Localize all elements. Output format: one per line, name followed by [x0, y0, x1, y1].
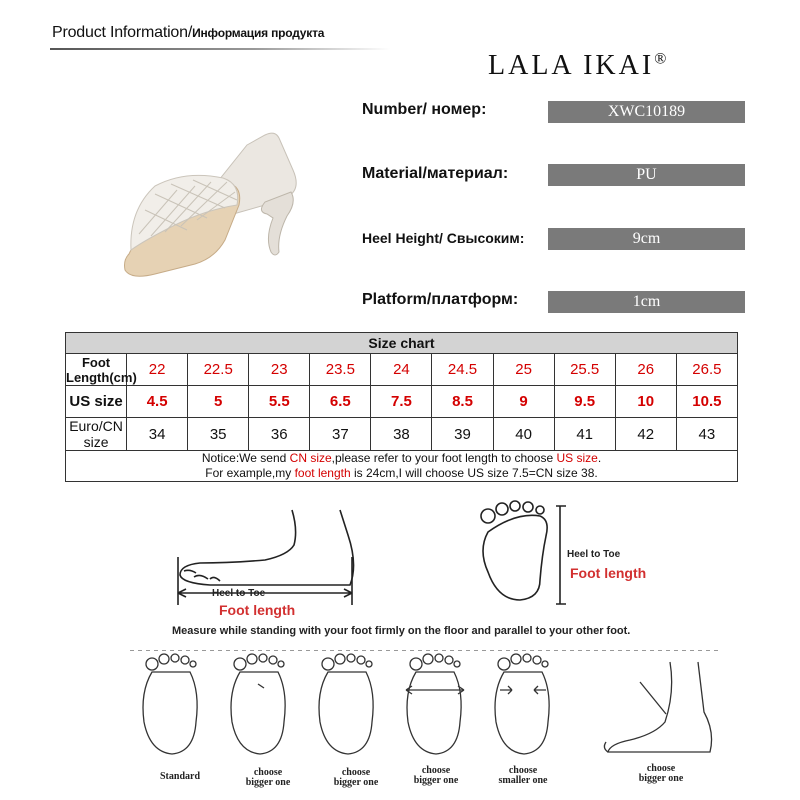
table-cell: 22: [127, 354, 188, 386]
header-underline: [50, 48, 390, 50]
caption-line: Standard: [159, 771, 200, 782]
table-row-foot-length: [66, 354, 738, 386]
notice-text: is 24cm,I will choose US size 7.5=CN size 38.: [350, 466, 598, 480]
table-cell: 37: [310, 418, 371, 451]
notice-text: .: [597, 451, 602, 465]
table-cell: 23.5: [310, 354, 371, 386]
table-cell: 4.5: [127, 386, 188, 418]
caption-line: bigger one: [245, 777, 291, 788]
caption-line: choose: [508, 765, 538, 776]
table-cell: 35: [188, 418, 249, 451]
notice-highlight: CN size: [289, 451, 332, 465]
heel-to-toe-label-2: Heel to Toe: [567, 549, 621, 560]
table-cell: 8.5: [432, 386, 493, 418]
foot-type-caption: [228, 768, 308, 788]
table-cell: 7.5: [371, 386, 432, 418]
caption-line: bigger one: [333, 777, 379, 788]
table-cell: 43: [676, 418, 737, 451]
foot-type-caption: [616, 764, 706, 784]
caption-line: bigger one: [638, 773, 684, 784]
notice-highlight: foot length: [294, 466, 351, 480]
measure-instruction: Measure while standing with your foot firmly on the floor and parallel to your other foot.: [172, 625, 631, 637]
page-title: [52, 24, 324, 42]
brand-name: LALA IKAI: [488, 50, 655, 81]
table-row-us-size: [66, 386, 738, 418]
registered-mark: ®: [654, 50, 667, 68]
row-label-us-size: US size: [66, 386, 127, 418]
table-cell: 6.5: [310, 386, 371, 418]
table-cell: 25.5: [554, 354, 615, 386]
table-cell: 38: [371, 418, 432, 451]
notice-text: Notice:We send: [201, 451, 290, 465]
caption-line: bigger one: [413, 775, 459, 786]
row-label-foot-length: Foot Length(cm): [66, 354, 137, 385]
title-en: Product Information/: [52, 24, 193, 41]
table-cell: 34: [127, 418, 188, 451]
caption-line: choose: [253, 767, 283, 778]
table-cell: 9.5: [554, 386, 615, 418]
table-cell: 5.5: [249, 386, 310, 418]
notice-highlight: US size: [556, 451, 598, 465]
spec-label-number: Number/ номер:: [362, 101, 487, 118]
foot-type-caption: [316, 768, 396, 788]
foot-type-caption: [396, 766, 476, 786]
caption-line: choose: [341, 767, 371, 778]
table-row-euro-size: [66, 418, 738, 451]
size-chart-table: [65, 332, 738, 482]
table-cell: 9: [493, 386, 554, 418]
table-cell: 23: [249, 354, 310, 386]
size-chart-title: Size chart: [66, 333, 738, 354]
spec-label-material: Material/материал:: [362, 165, 509, 182]
table-cell: 26.5: [676, 354, 737, 386]
foot-instep-icon: [604, 662, 711, 752]
table-cell: 42: [615, 418, 676, 451]
spec-value-material: PU: [548, 164, 745, 186]
size-notice: [66, 451, 738, 482]
table-cell: 41: [554, 418, 615, 451]
table-cell: 10.5: [676, 386, 737, 418]
table-cell: 24.5: [432, 354, 493, 386]
brand-logo: [488, 50, 666, 82]
foot-arrows-wide-icon: [406, 654, 464, 754]
table-cell: 22.5: [188, 354, 249, 386]
table-cell: 39: [432, 418, 493, 451]
row-label-euro-size: Euro/CN size: [66, 418, 127, 451]
product-image-sandal: [115, 130, 315, 280]
table-cell: 24: [371, 354, 432, 386]
foot-length-label-1: Foot length: [219, 602, 296, 618]
notice-text: ,please refer to your foot length to choose: [331, 451, 557, 465]
dashed-divider: [130, 650, 720, 651]
foot-type-caption: [140, 772, 220, 782]
foot-standard-icon: [143, 654, 197, 754]
spec-value-platform: 1cm: [548, 291, 745, 313]
table-cell: 25: [493, 354, 554, 386]
foot-wide-icon: [231, 654, 285, 754]
spec-label-heel-height: Heel Height/ Свысоким:: [362, 230, 525, 246]
foot-arrows-narrow-icon: [495, 654, 549, 754]
table-cell: 40: [493, 418, 554, 451]
notice-text: For example,my: [205, 466, 295, 480]
foot-high-arch-icon: [319, 654, 373, 754]
spec-value-heel-height: 9cm: [548, 228, 745, 250]
heel-to-toe-label-1: Heel to Toe: [212, 588, 266, 599]
table-cell: 36: [249, 418, 310, 451]
foot-type-caption: [478, 766, 568, 786]
table-cell: 26: [615, 354, 676, 386]
spec-label-platform: Platform/платформ:: [362, 291, 519, 308]
foot-length-label-2: Foot length: [570, 565, 647, 581]
spec-value-number: XWC10189: [548, 101, 745, 123]
caption-line: choose: [421, 765, 451, 776]
foot-types-illustration: [130, 652, 720, 762]
caption-line: smaller one: [498, 775, 548, 786]
table-cell: 10: [615, 386, 676, 418]
table-cell: 5: [188, 386, 249, 418]
caption-line: choose: [646, 763, 676, 774]
title-ru: Информация продукта: [192, 26, 325, 40]
